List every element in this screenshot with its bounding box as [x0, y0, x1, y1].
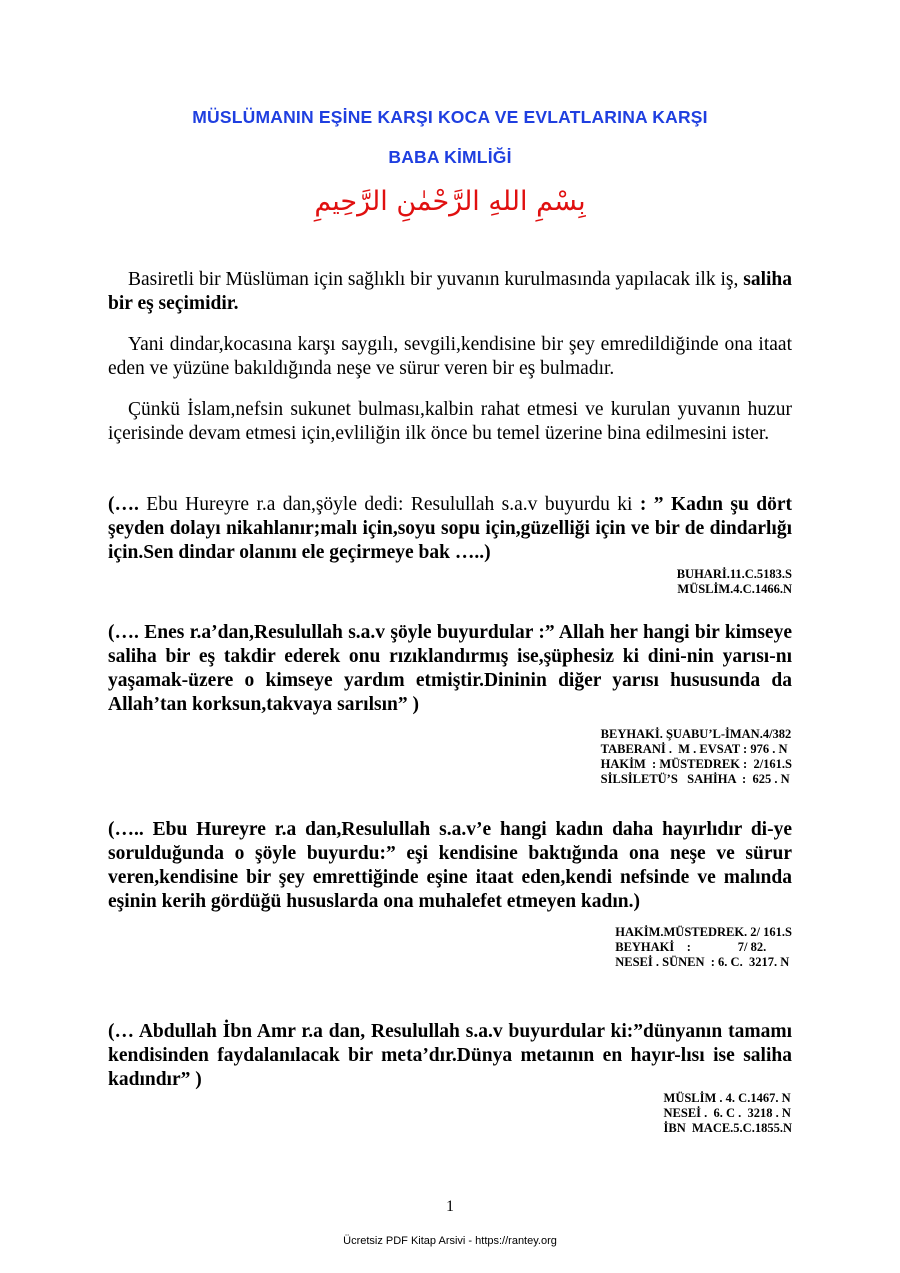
- intro-paragraph-1: [108, 268, 792, 316]
- basmala-calligraphy: بِسْمِ اللهِ الرَّحْمٰنِ الرَّحِيمِ: [314, 186, 586, 217]
- hadith-block-3: (….. Ebu Hureyre r.a dan,Resulullah s.a.v’e hangi kadın daha hayırlıdır di-ye sorulduğunda o şöyle buyurdu:” eşi kendisine baktığında ona neşe ve sürur veren,kendisine bir şey emrettiğinde eşine itaat eden,kendi nefsinde ve malında eşinin kerih gördüğü hususlarda ona muhalefet etmeyen kadın.): [108, 819, 792, 912]
- hadith-block-1: [108, 493, 792, 565]
- intro-paragraph-3-text: Çünkü İslam,nefsin sukunet bulması,kalbin rahat etmesi ve kurulan yuvanın huzur içerisinde devam etmesi için,evliliğin ilk önce bu temel üzerine bina edilmesini ister.: [108, 399, 792, 444]
- hadith-block-2: (…. Enes r.a’dan,Resulullah s.a.v şöyle buyurdular :” Allah her hangi bir kimseye saliha bir eş takdir ederek onu rızıklandırmış ise,şüphesiz ki dini-nin yarısı-nı yaşamak-üzere o kimseye yardım etmiştir.Dininin diğer yarısı hususunda da Allah’tan korksun,takvaya sarılsın” ): [108, 622, 792, 715]
- intro-paragraph-1-text: Basiretli bir Müslüman için sağlıklı bir yuvanın kurulmasında yapılacak ilk iş,: [128, 269, 739, 290]
- page-number: 1: [446, 1198, 454, 1215]
- hadith-1-narration: Ebu Hureyre r.a dan,şöyle dedi: Resulullah s.a.v buyurdu ki: [138, 494, 640, 515]
- intro-paragraph-1-bold: saliha bir eş seçimidir.: [108, 269, 793, 314]
- hadith-1-quote: : ” Kadın şu dört şeyden dolayı nikahlanır;malı için,soyu sopu için,güzelliği için ve bir de dindarlığı için.Sen dindar olanını ele geçirmeye bak …..): [108, 494, 793, 563]
- hadith-1-references: BUHARİ.11.C.5183.S MÜSLİM.4.C.1466.N: [676, 567, 792, 596]
- hadith-3-references: HAKİM.MÜSTEDREK. 2/ 161.S BEYHAKİ : 7/ 82. NESEİ . SÜNEN : 6. C. 3217. N: [615, 925, 792, 969]
- page-title-line2: BABA KİMLİĞİ: [388, 147, 512, 167]
- intro-paragraph-2-text: Yani dindar,kocasına karşı saygılı, sevgili,kendisine bir şey emredildiğinde ona itaat eden ve yüzüne bakıldığında neşe ve sürur veren bir eş bulmadır.: [108, 334, 792, 379]
- hadith-1-open: (….: [108, 494, 139, 515]
- hadith-2-references: BEYHAKİ. ŞUABU’L-İMAN.4/382 TABERANİ . M . EVSAT : 976 . N HAKİM : MÜSTEDREK : 2/161.S SİLSİLETÜ’S SAHİHA : 625 . N: [600, 727, 792, 786]
- hadith-block-4: (… Abdullah İbn Amr r.a dan, Resulullah s.a.v buyurdular ki:”dünyanın tamamı kendisinden faydalanılacak bir meta’dır.Dünya metaının en hayır-lısı ise saliha kadındır” ): [108, 1021, 792, 1090]
- footer-credit: Ücretsiz PDF Kitap Arsivi - https://rantey.org: [343, 1235, 557, 1247]
- hadith-4-references: MÜSLİM . 4. C.1467. N NESEİ . 6. C . 3218 . N İBN MACE.5.C.1855.N: [663, 1091, 792, 1135]
- intro-paragraph-3: [108, 398, 792, 446]
- page-title-line1: MÜSLÜMANIN EŞİNE KARŞI KOCA VE EVLATLARINA KARŞI: [192, 107, 708, 127]
- intro-paragraph-2: [108, 333, 792, 381]
